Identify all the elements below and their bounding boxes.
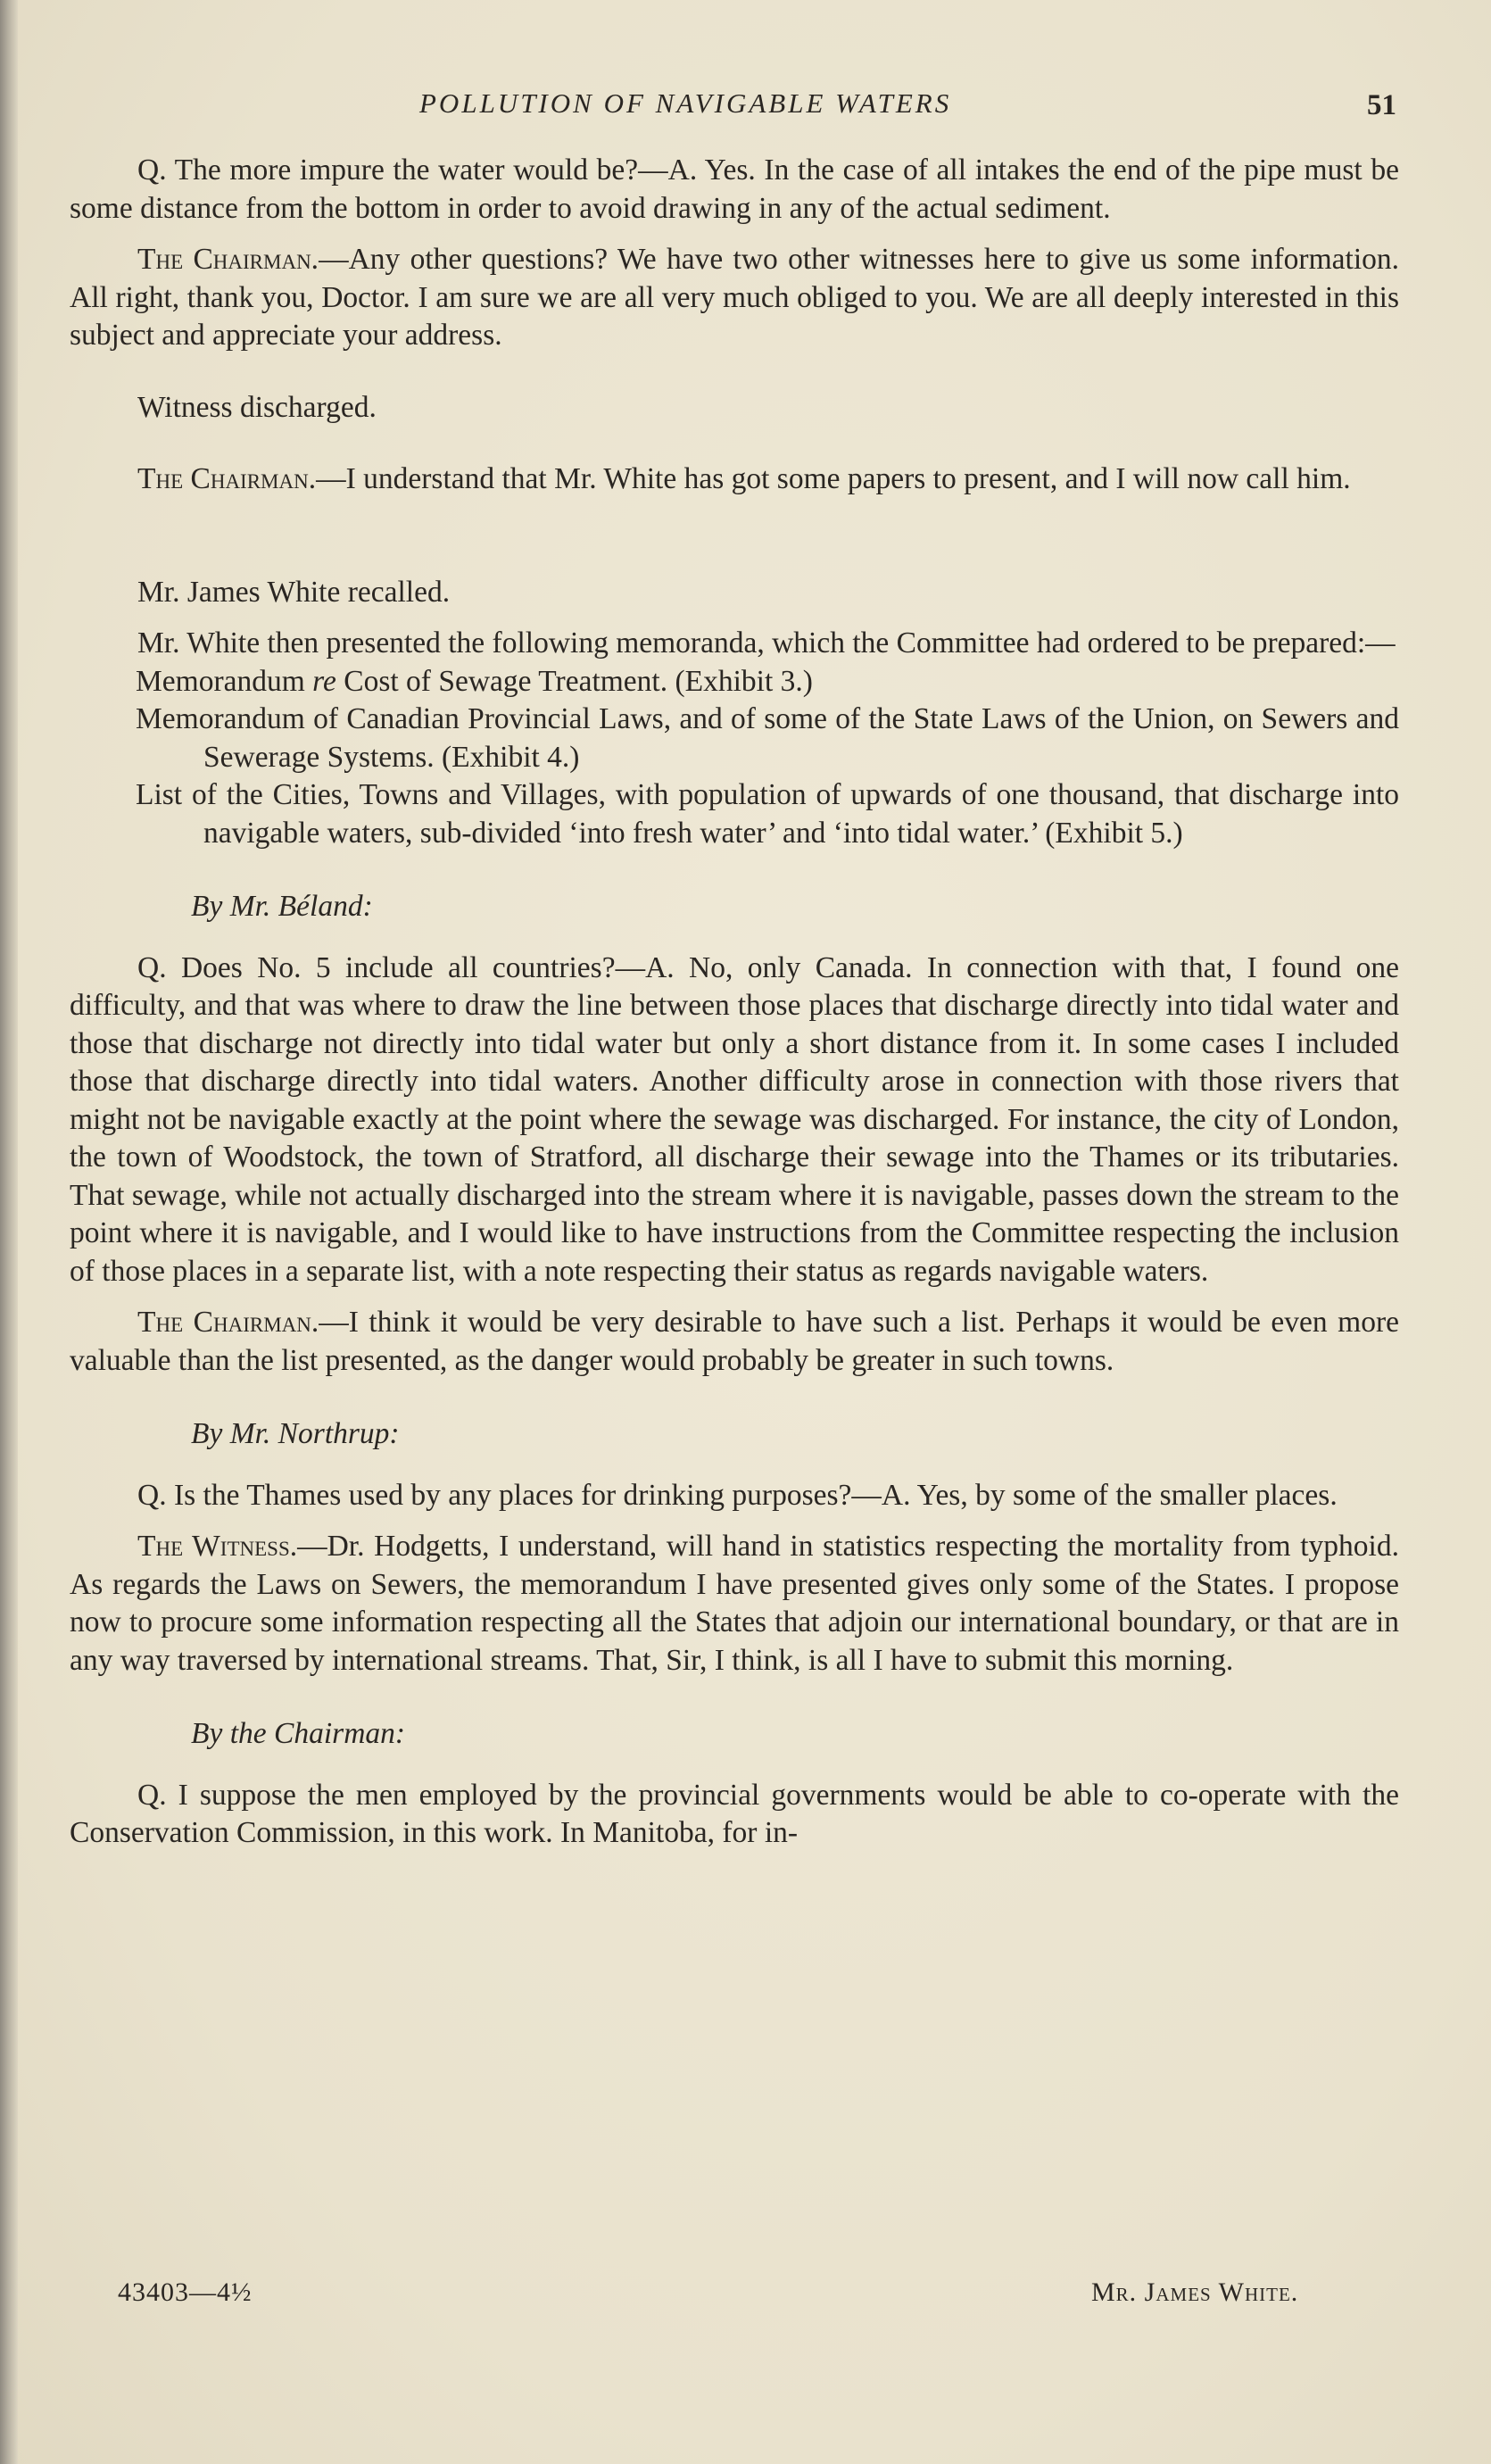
speaker-chairman: The Chairman. — [137, 462, 317, 495]
paragraph-text: —Dr. Hodgetts, I understand, will hand in statistics respecting the mortality from typhoid. As regards the Laws on Sewers, the memorandum I have presented gives only some of the States. I propose now to procure some information respecting all the States that adjoin our international boundary, or that are in any way traversed by international streams. That, Sir, I think, is all I have to submit this morning. — [70, 1530, 1399, 1677]
speaker-chairman: The Chairman. — [137, 1306, 319, 1339]
paragraph-text: —Any other questions? We have two other witnesses here to give us some information. All right, thank you, Doctor. I am sure we are all very much obliged to you. We are all deeply interested in this subject and appreciate your address. — [70, 243, 1400, 352]
memorandum-item-sewage-cost — [70, 663, 1399, 701]
paragraph-q-provincial-governments: Q. I suppose the men employed by the provincial governments would be able to co-operate with the Conservation Commission, in this work. In Manitoba, for in- — [70, 1778, 1399, 1849]
byline-the-chairman: By the Chairman: — [191, 1717, 406, 1750]
paragraph-witness-hodgetts — [70, 1528, 1399, 1680]
witness-catchword: Mr. James White. — [1091, 2277, 1299, 2307]
paragraph-chairman-other-questions — [70, 241, 1399, 355]
paragraph-memoranda-intro: Mr. White then presented the following memoranda, which the Committee had ordered to be prepared:— — [137, 626, 1396, 660]
memo-re: re — [312, 664, 336, 698]
page-header — [0, 87, 1491, 132]
paragraph-q-impure-water: Q. The more impure the water would be?—A. Yes. In the case of all intakes the end of the pipe must be some distance from the bottom in order to avoid drawing in any of the actual sediment. — [70, 153, 1399, 225]
speaker-witness: The Witness. — [137, 1530, 298, 1563]
memorandum-item-cities-list: List of the Cities, Towns and Villages, with population of upwards of one thousand, that discharge into navigable waters, sub-divided ‘into fresh water’ and ‘into tidal water.’ (Exhibit 5.) — [136, 778, 1399, 850]
page-number: 51 — [1367, 89, 1396, 121]
page-binding-edge — [0, 0, 18, 2464]
page-footer — [0, 2277, 1491, 2313]
paragraph-text: —I think it would be very desirable to have such a list. Perhaps it would be even more valuable than the list presented, as the danger would probably be greater in such towns. — [70, 1306, 1399, 1377]
speaker-chairman: The Chairman. — [137, 243, 319, 276]
paragraph-text: —I understand that Mr. White has got some papers to present, and I will now call him. — [316, 462, 1351, 495]
paragraph-witness-discharged: Witness discharged. — [137, 390, 377, 424]
memo-text: Cost of Sewage Treatment. (Exhibit 3.) — [335, 664, 813, 698]
byline-mr-beland: By Mr. Béland: — [191, 890, 373, 923]
paragraph-chairman-call-white — [70, 460, 1399, 499]
paragraph-q-thames: Q. Is the Thames used by any places for drinking purposes?—A. Yes, by some of the smaller places. — [137, 1478, 1338, 1512]
page-body — [70, 152, 1399, 1866]
printer-signature: 43403—4½ — [118, 2277, 253, 2307]
paragraph-q-no-5: Q. Does No. 5 include all countries?—A. No, only Canada. In connection with that, I found one difficulty, and that was where to draw the line between those places that discharge directly into tidal water and those that discharge not directly into tidal water but only a short distance from it. In some cases I included those that discharge directly into tidal waters. Another difficulty arose in connection with those rivers that might not be navigable exactly at the point where the sewage was discharged. For instance, the city of London, the town of Woodstock, the town of Stratford, all discharge their sewage into the Thames or its tributaries. That sewage, while not actually discharged into the stream where it is navigable, passes down the stream to the point where it is navigable, and I would like to have instructions from the Committee respecting the inclusion of those places in a separate list, with a note respecting their status as regards navigable waters. — [70, 950, 1399, 1288]
memorandum-item-provincial-laws: Memorandum of Canadian Provincial Laws, and of some of the State Laws of the Union, on Sewers and Sewerage Systems. (Exhibit 4.) — [136, 702, 1399, 774]
running-head: POLLUTION OF NAVIGABLE WATERS — [419, 87, 952, 119]
paragraph-white-recalled: Mr. James White recalled. — [137, 575, 451, 609]
memo-text: Memorandum — [136, 664, 313, 698]
paragraph-chairman-desirable-list — [70, 1304, 1399, 1380]
byline-mr-northrup: By Mr. Northrup: — [191, 1417, 400, 1450]
